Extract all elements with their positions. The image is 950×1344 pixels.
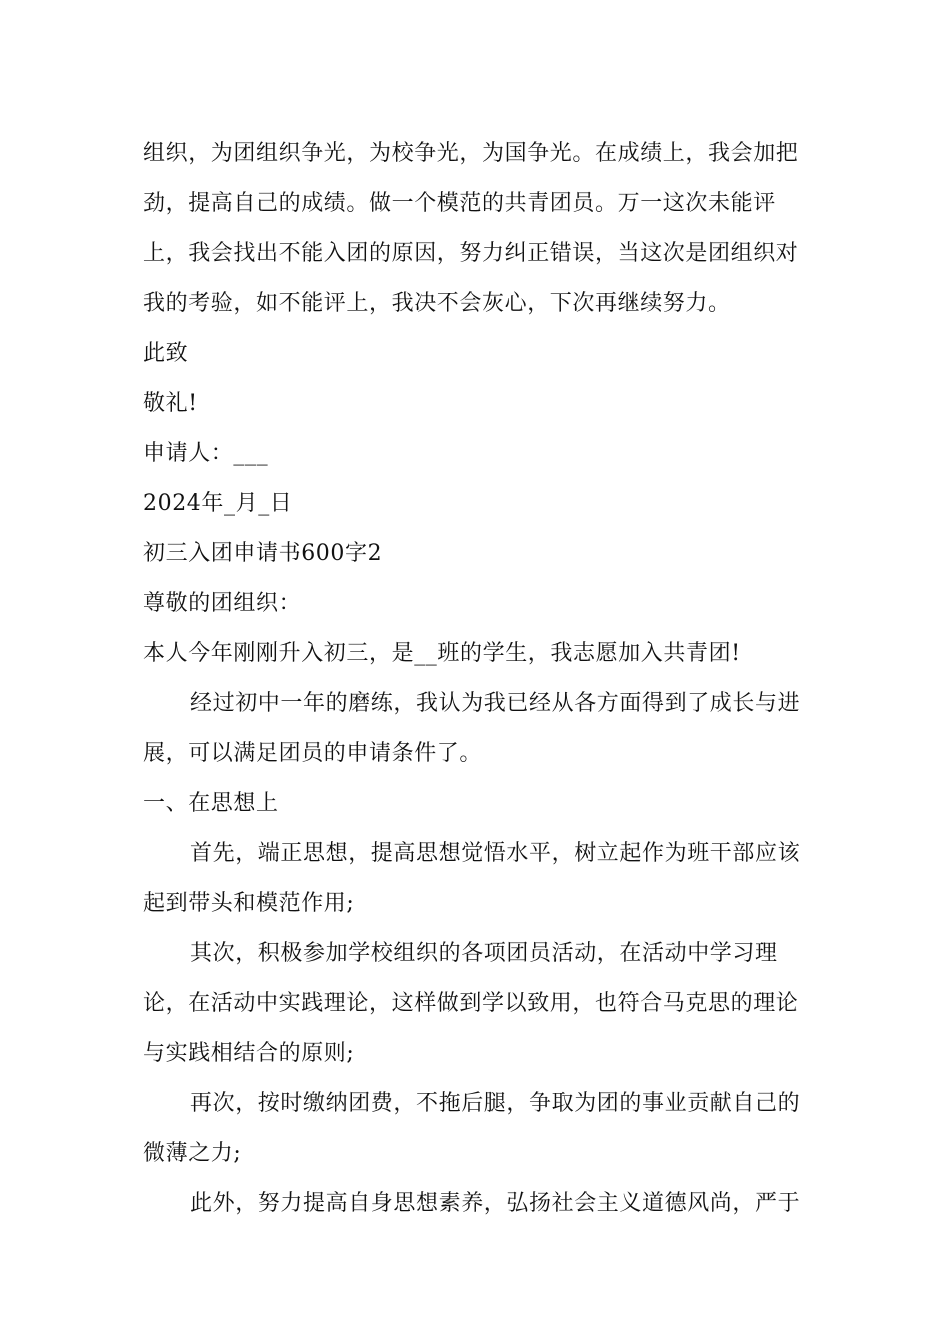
section-title: 初三入团申请书600字2 bbox=[143, 541, 383, 566]
paragraph-third: 再次，按时缴纳团费，不拖后腿，争取为团的事业贡献自己的微薄之力; bbox=[143, 1091, 801, 1166]
paragraph-fourth: 此外，努力提高自身思想素养，弘扬社会主义道德风尚，严于 bbox=[190, 1191, 801, 1216]
paragraph-intro: 本人今年刚刚升入初三，是__班的学生，我志愿加入共青团! bbox=[143, 641, 741, 666]
paragraph-growth: 经过初中一年的磨练，我认为我已经从各方面得到了成长与进展，可以满足团员的申请条件了。 bbox=[143, 691, 801, 766]
section-heading-thought: 一、在思想上 bbox=[143, 791, 279, 816]
paragraph-second: 其次，积极参加学校组织的各项团员活动，在活动中学习理论，在活动中实践理论，这样做到学以致用，也符合马克思的理论与实践相结合的原则; bbox=[143, 941, 799, 1066]
paragraph-continuation: 组织，为团组织争光，为校争光，为国争光。在成绩上，我会加把劲，提高自己的成绩。做一个模范的共青团员。万一这次未能评上，我会找出不能入团的原因，努力纠正错误，当这次是团组织对我的考验，如不能评上，我决不会灰心，下次再继续努力。 bbox=[143, 141, 799, 316]
salute-line: 敬礼! bbox=[143, 391, 198, 416]
date-line: 2024年_月_日 bbox=[143, 491, 293, 516]
document-body bbox=[143, 129, 813, 1229]
closing-line: 此致 bbox=[143, 341, 189, 366]
greeting-line: 尊敬的团组织： bbox=[143, 591, 302, 616]
paragraph-first: 首先，端正思想，提高思想觉悟水平，树立起作为班干部应该起到带头和模范作用; bbox=[143, 841, 801, 916]
applicant-line: 申请人：___ bbox=[143, 441, 269, 466]
